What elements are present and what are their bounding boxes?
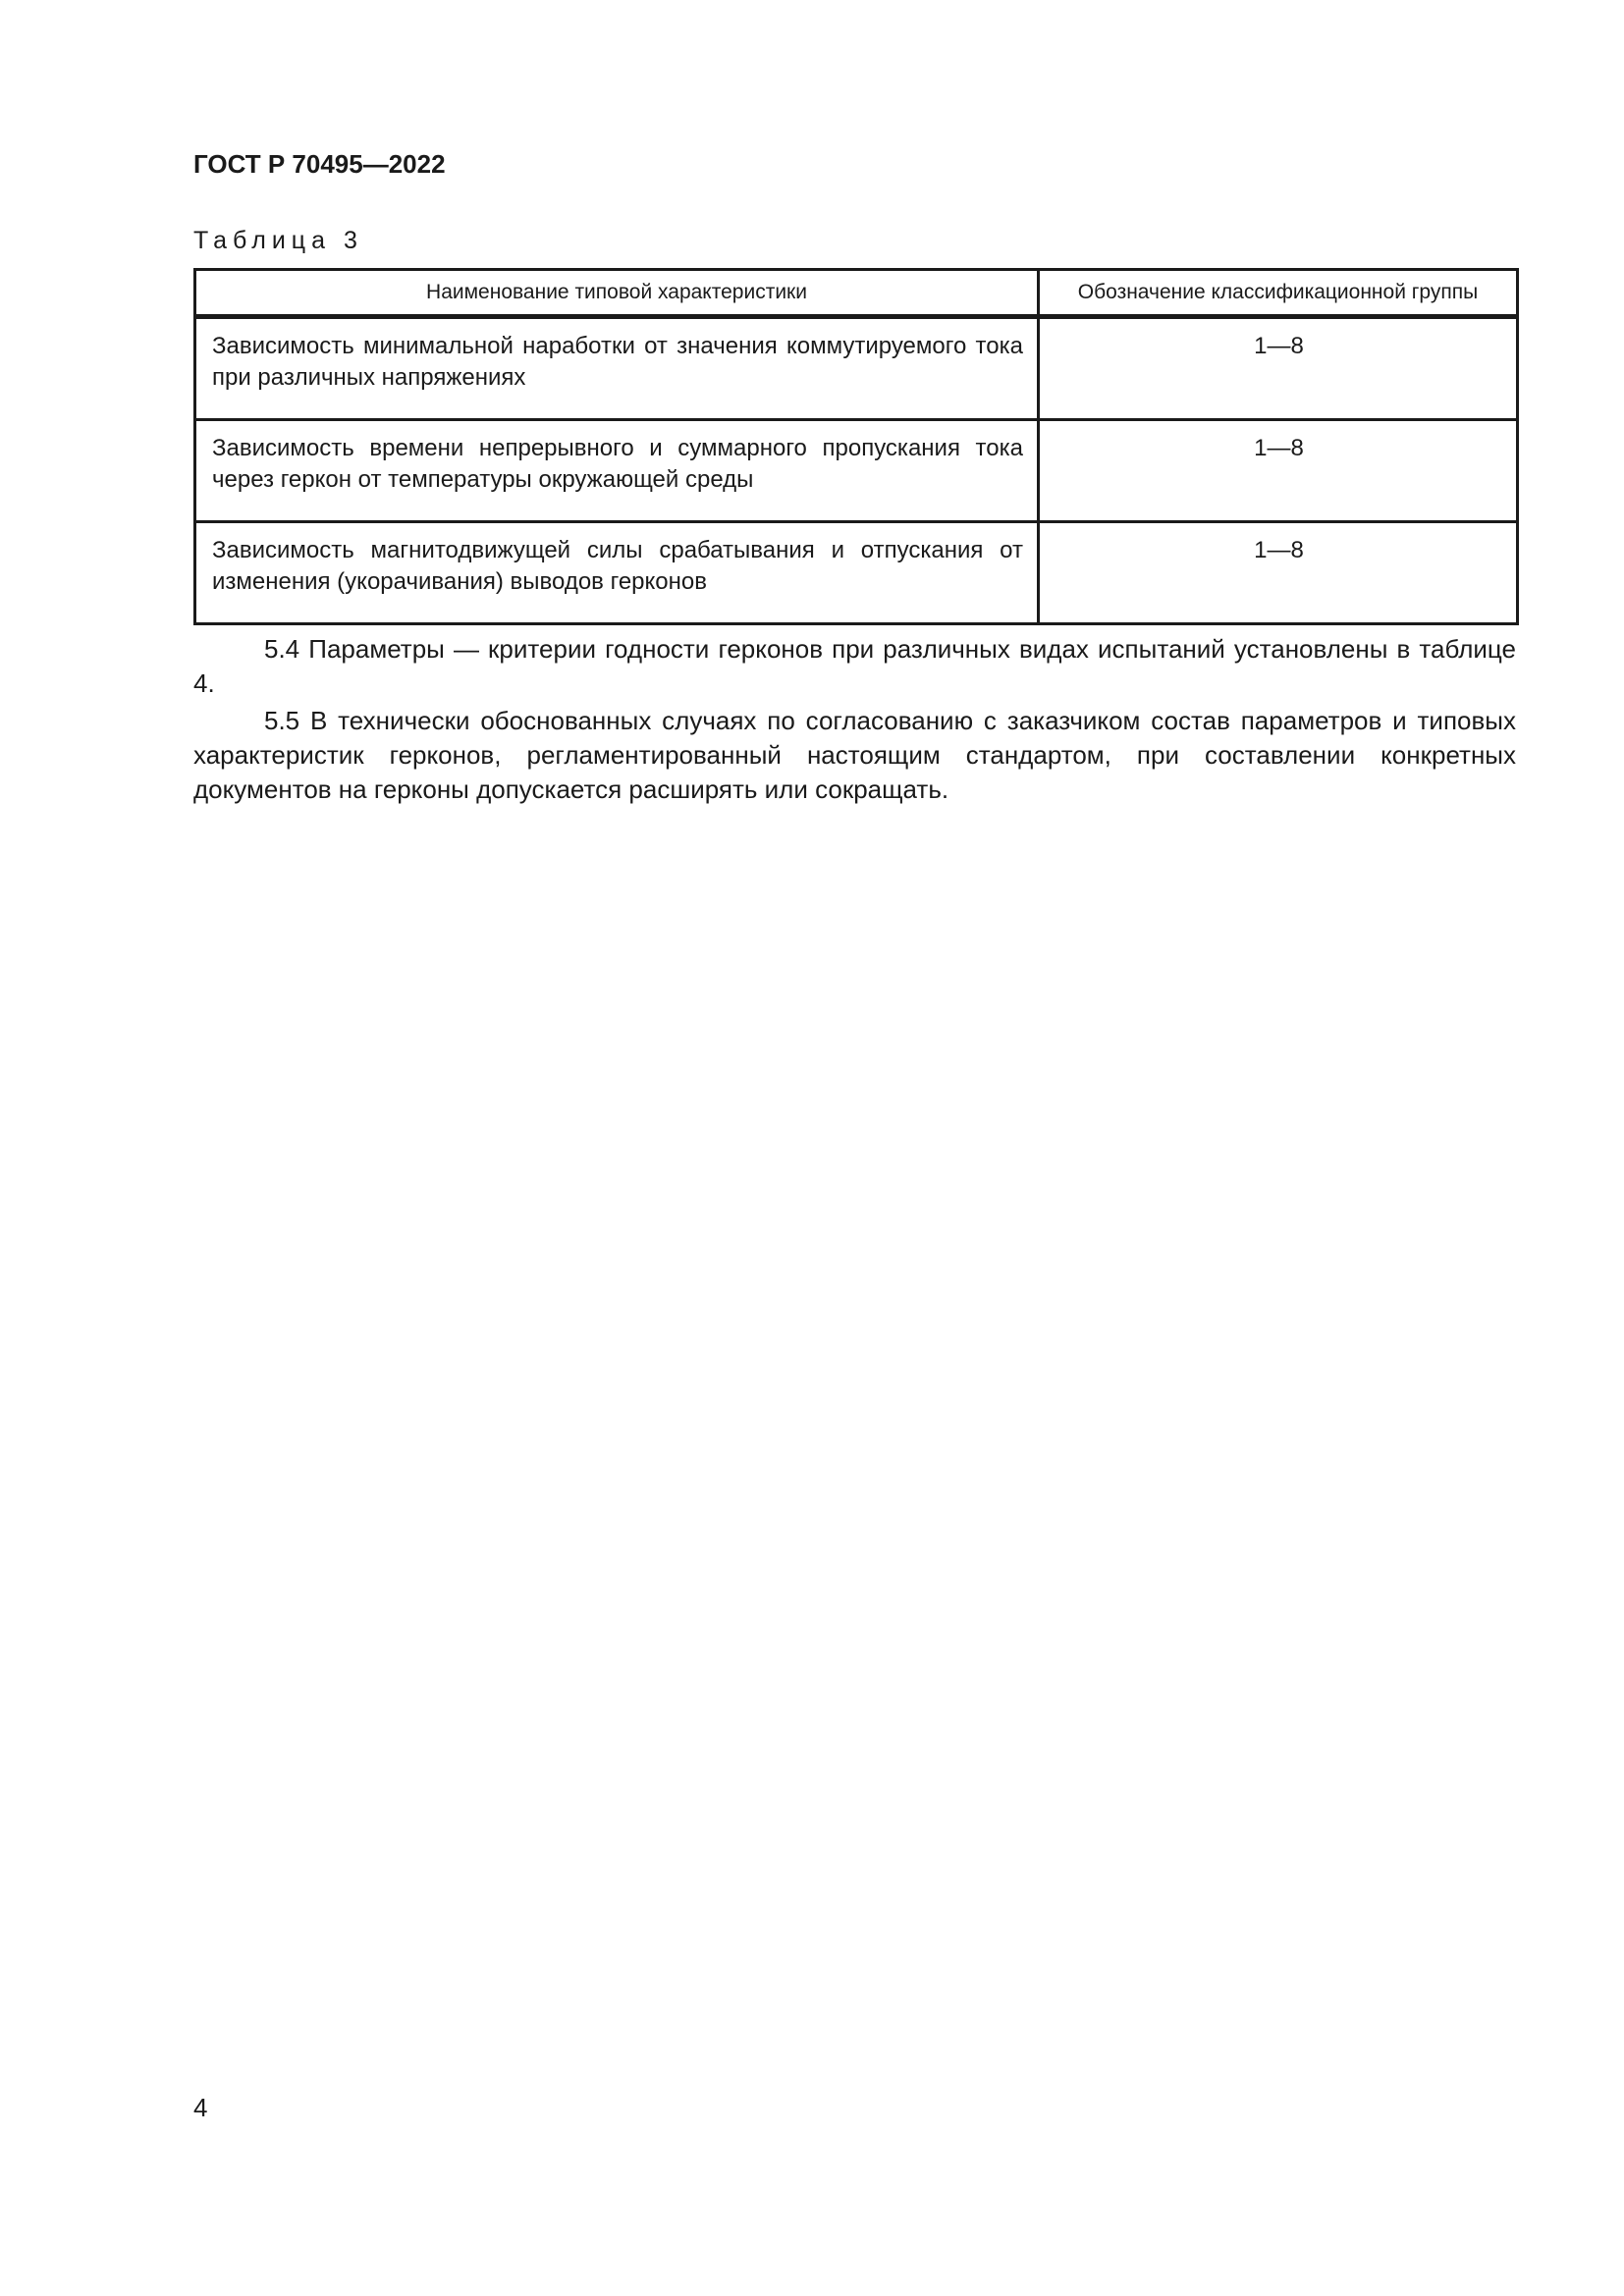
table-row bbox=[195, 522, 1518, 624]
table-caption: Таблица 3 bbox=[193, 227, 363, 254]
paragraph-5-4: 5.4 Параметры — критерии годности герконов при различных видах испытаний установлены в таблице 4. bbox=[193, 634, 1516, 698]
group-designation-cell: 1—8 bbox=[1039, 317, 1518, 420]
paragraph-5-5: 5.5 В технически обоснованных случаях по согласованию с заказчиком состав параметров и типовых характеристик герконов, регламентированный настоящим стандартом, при составлении конкретных документов на герконы допускается расширять или сокращать. bbox=[193, 706, 1516, 804]
table-row bbox=[195, 317, 1518, 420]
characteristic-name-cell: Зависимость магнитодвижущей силы срабатывания и отпускания от изменения (укорачивания) выводов герконов bbox=[195, 522, 1039, 624]
document-header: ГОСТ Р 70495—2022 bbox=[193, 149, 446, 179]
page-number: 4 bbox=[193, 2093, 208, 2122]
table-row bbox=[195, 420, 1518, 522]
characteristic-name-cell: Зависимость минимальной наработки от значения коммутируемого тока при различных напряжениях bbox=[195, 317, 1039, 420]
characteristics-table bbox=[193, 268, 1519, 625]
column-header-name: Наименование типовой характеристики bbox=[195, 270, 1039, 317]
group-designation-cell: 1—8 bbox=[1039, 522, 1518, 624]
column-header-group: Обозначение классификационной группы bbox=[1039, 270, 1518, 317]
table-header-row bbox=[195, 270, 1518, 317]
group-designation-cell: 1—8 bbox=[1039, 420, 1518, 522]
characteristic-name-cell: Зависимость времени непрерывного и суммарного пропускания тока через геркон от температуры окружающей среды bbox=[195, 420, 1039, 522]
